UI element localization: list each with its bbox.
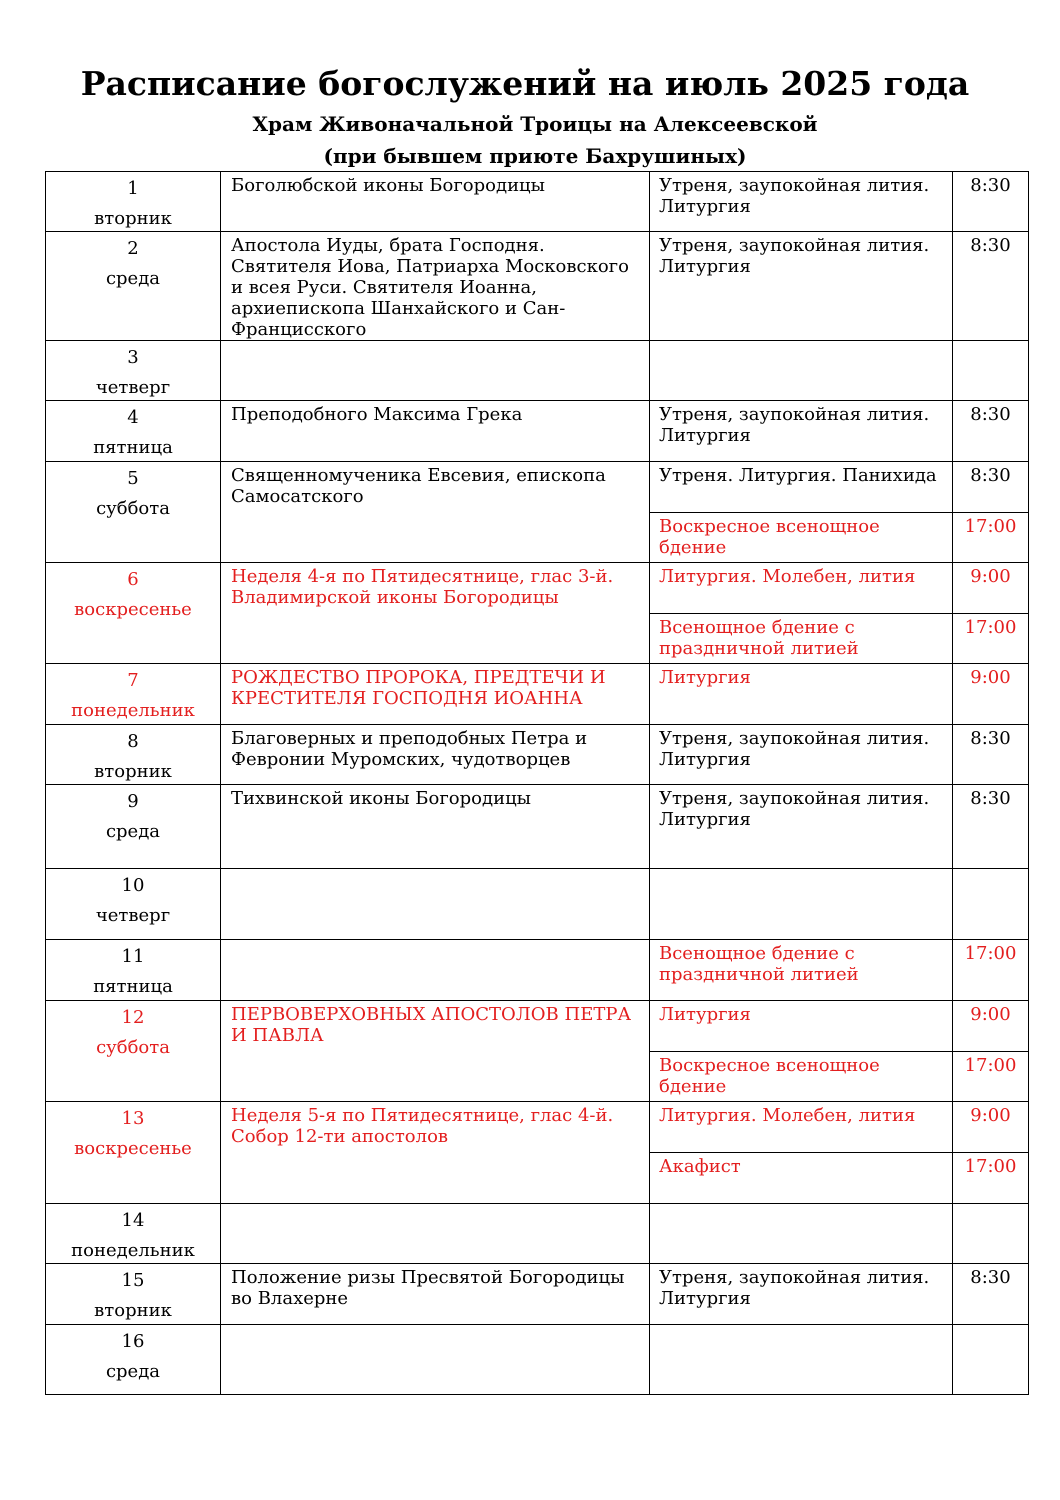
feast-cell: РОЖДЕСТВО ПРОРОКА, ПРЕДТЕЧИ И КРЕСТИТЕЛЯ ГОСПОДНЯ ИОАННА <box>221 664 650 725</box>
day-number: 12 <box>121 1007 145 1028</box>
service-name: Утреня, заупокойная лития. Литургия <box>650 725 953 785</box>
schedule-row-day-1 <box>46 172 1029 232</box>
schedule-row-day-9 <box>46 785 1029 869</box>
day-cell <box>46 785 221 869</box>
church-location-note: (при бывшем приюте Бахрушиных) <box>323 144 747 168</box>
service-name: Утреня, заупокойная лития. Литургия <box>650 1264 953 1325</box>
service-name <box>650 341 953 401</box>
feast-cell <box>221 1325 650 1395</box>
day-number: 8 <box>127 731 139 752</box>
schedule-row-day-6 <box>46 563 1029 614</box>
service-name <box>650 1204 953 1264</box>
feast-cell: Неделя 4-я по Пятидесятнице, глас 3-й. Владимирской иконы Богородицы <box>221 563 650 664</box>
service-time: 17:00 <box>953 614 1029 664</box>
service-name: Акафист <box>650 1153 953 1204</box>
church-name: Храм Живоначальной Троицы на Алексеевской <box>252 112 818 136</box>
service-name <box>650 869 953 940</box>
feast-cell <box>221 1204 650 1264</box>
schedule-row-day-13 <box>46 1102 1029 1153</box>
day-cell <box>46 1102 221 1204</box>
day-cell <box>46 1001 221 1102</box>
service-name: Утреня. Литургия. Панихида <box>650 462 953 513</box>
service-time: 9:00 <box>953 563 1029 614</box>
schedule-row-day-5 <box>46 462 1029 513</box>
day-weekday: среда <box>105 821 161 842</box>
day-cell <box>46 462 221 563</box>
day-weekday: среда <box>105 268 161 289</box>
service-name: Литургия <box>650 664 953 725</box>
day-number: 6 <box>127 569 139 590</box>
schedule-row-day-14 <box>46 1204 1029 1264</box>
feast-cell <box>221 869 650 940</box>
service-name: Литургия. Молебен, лития <box>650 563 953 614</box>
day-weekday: пятница <box>93 437 173 458</box>
day-weekday: воскресенье <box>74 599 192 620</box>
day-cell <box>46 1325 221 1395</box>
service-name: Литургия. Молебен, лития <box>650 1102 953 1153</box>
schedule-table <box>45 171 1029 1395</box>
day-weekday: вторник <box>94 1300 172 1321</box>
day-cell <box>46 232 221 341</box>
day-weekday: четверг <box>95 377 171 398</box>
day-number: 2 <box>127 238 139 259</box>
schedule-row-day-2 <box>46 232 1029 341</box>
service-name: Утреня, заупокойная лития. Литургия <box>650 172 953 232</box>
service-time: 9:00 <box>953 1001 1029 1052</box>
day-number: 10 <box>121 875 145 896</box>
feast-cell: Тихвинской иконы Богородицы <box>221 785 650 869</box>
service-time: 8:30 <box>953 232 1029 341</box>
service-time: 8:30 <box>953 172 1029 232</box>
day-cell <box>46 664 221 725</box>
schedule-row-day-10 <box>46 869 1029 940</box>
day-weekday: среда <box>105 1361 161 1382</box>
schedule-row-day-11 <box>46 940 1029 1001</box>
service-time <box>953 1204 1029 1264</box>
page-title: Расписание богослужений на июль 2025 года <box>80 64 970 103</box>
day-weekday: суббота <box>96 498 170 519</box>
day-weekday: понедельник <box>71 1240 195 1261</box>
feast-cell <box>221 940 650 1001</box>
service-name: Всенощное бдение с праздничной литией <box>650 940 953 1001</box>
service-time: 17:00 <box>953 513 1029 563</box>
day-weekday: пятница <box>93 976 173 997</box>
service-time <box>953 1325 1029 1395</box>
service-time: 17:00 <box>953 1153 1029 1204</box>
day-number: 13 <box>121 1108 145 1129</box>
feast-cell: Положение ризы Пресвятой Богородицы во Влахерне <box>221 1264 650 1325</box>
feast-cell: Неделя 5-я по Пятидесятнице, глас 4-й. Собор 12-ти апостолов <box>221 1102 650 1204</box>
schedule-row-day-7 <box>46 664 1029 725</box>
service-name: Всенощное бдение с праздничной литией <box>650 614 953 664</box>
day-number: 9 <box>127 791 139 812</box>
day-weekday: понедельник <box>71 700 195 721</box>
feast-cell <box>221 341 650 401</box>
day-cell <box>46 563 221 664</box>
schedule-row-day-3 <box>46 341 1029 401</box>
day-cell <box>46 172 221 232</box>
feast-cell: Благоверных и преподобных Петра и Февронии Муромских, чудотворцев <box>221 725 650 785</box>
schedule-row-day-12 <box>46 1001 1029 1052</box>
service-name: Литургия <box>650 1001 953 1052</box>
day-number: 16 <box>121 1331 145 1352</box>
schedule-row-day-15 <box>46 1264 1029 1325</box>
feast-cell: Преподобного Максима Грека <box>221 401 650 462</box>
service-time: 8:30 <box>953 462 1029 513</box>
day-number: 3 <box>127 347 139 368</box>
day-cell <box>46 869 221 940</box>
service-name: Воскресное всенощное бдение <box>650 513 953 563</box>
service-time <box>953 341 1029 401</box>
day-cell <box>46 1204 221 1264</box>
day-cell <box>46 1264 221 1325</box>
service-name <box>650 1325 953 1395</box>
service-time: 8:30 <box>953 725 1029 785</box>
feast-cell: Боголюбской иконы Богородицы <box>221 172 650 232</box>
day-number: 5 <box>127 468 139 489</box>
schedule-row-day-8 <box>46 725 1029 785</box>
service-name: Воскресное всенощное бдение <box>650 1052 953 1102</box>
service-time: 17:00 <box>953 1052 1029 1102</box>
schedule-row-day-4 <box>46 401 1029 462</box>
day-number: 7 <box>127 670 139 691</box>
service-name: Утреня, заупокойная лития. Литургия <box>650 785 953 869</box>
day-number: 1 <box>127 178 139 199</box>
day-cell <box>46 725 221 785</box>
service-time: 17:00 <box>953 940 1029 1001</box>
schedule-row-day-16 <box>46 1325 1029 1395</box>
day-cell <box>46 341 221 401</box>
service-time: 8:30 <box>953 401 1029 462</box>
day-weekday: вторник <box>94 761 172 782</box>
service-time: 9:00 <box>953 1102 1029 1153</box>
service-name: Утреня, заупокойная лития. Литургия <box>650 401 953 462</box>
feast-cell: Священномученика Евсевия, епископа Самосатского <box>221 462 650 563</box>
service-time <box>953 869 1029 940</box>
day-weekday: четверг <box>95 905 171 926</box>
day-number: 11 <box>121 946 145 967</box>
day-number: 15 <box>121 1270 145 1291</box>
day-weekday: воскресенье <box>74 1138 192 1159</box>
service-time: 8:30 <box>953 785 1029 869</box>
feast-cell: ПЕРВОВЕРХОВНЫХ АПОСТОЛОВ ПЕТРА И ПАВЛА <box>221 1001 650 1102</box>
day-weekday: суббота <box>96 1037 170 1058</box>
feast-cell: Апостола Иуды, брата Господня. Святителя Иова, Патриарха Московского и всея Руси. Святителя Иоанна, архиепископа Шанхайского и Сан-Францисского <box>221 232 650 341</box>
service-time: 9:00 <box>953 664 1029 725</box>
day-cell <box>46 940 221 1001</box>
day-weekday: вторник <box>94 208 172 229</box>
service-time: 8:30 <box>953 1264 1029 1325</box>
day-number: 4 <box>127 407 139 428</box>
service-name: Утреня, заупокойная лития. Литургия <box>650 232 953 341</box>
day-number: 14 <box>121 1210 145 1231</box>
day-cell <box>46 401 221 462</box>
